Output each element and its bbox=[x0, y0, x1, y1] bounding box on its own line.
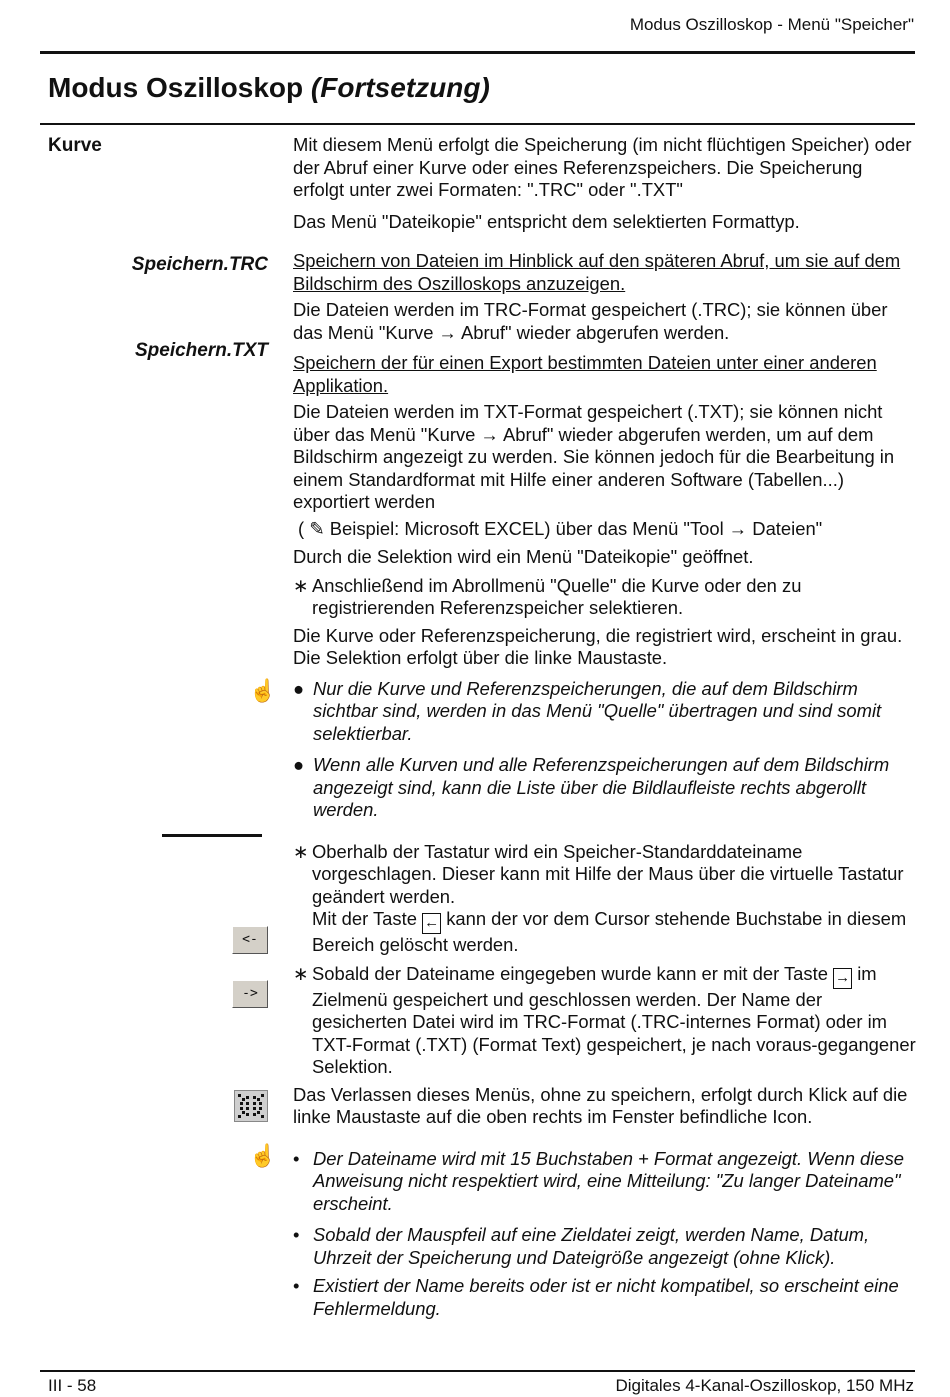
step-source: ∗ Anschließend im Abrollmenü "Quelle" die Kurve oder den zu registrierenden Referenzspeicher selektieren. bbox=[293, 574, 802, 618]
txt-text: Die Dateien werden im TXT-Format gespeichert (.TXT); sie können nicht über das Menü "Kurve → Abruf" wieder abgerufen werden, um auf dem Bildschirm angezeigt zu werden. Sie können jedoch für die Bearbeitung in einem Standardformat mit Hilfe einer anderen Software (Tabellen...) exportiert werden bbox=[293, 401, 895, 512]
selection-text: Durch die Selektion wird ein Menü "Dateikopie" geöffnet. bbox=[293, 546, 754, 567]
bullet-marker: • bbox=[293, 1147, 300, 1169]
separator-line bbox=[162, 834, 262, 837]
title-rule bbox=[40, 123, 915, 125]
step-save: ∗ Sobald der Dateiname eingegeben wurde kann er mit der Taste → im Zielmenü gespeichert und geschlossen werden. Der Name der gesicherten Datei wird im TRC-Format (.TRC-internes Format) oder im TXT-Format (.TXT) (Format Text) gespeichert, je nach voraus-gegangener Selektion. bbox=[293, 962, 916, 1077]
txt-heading: Speichern der für einen Export bestimmten Dateien unter einer anderen Applikation. bbox=[293, 352, 877, 396]
trc-text: Die Dateien werden im TRC-Format gespeichert (.TRC); sie können über das Menü "Kurve → Abruf" wieder abgerufen werden. bbox=[293, 299, 888, 343]
footer-rule bbox=[40, 1370, 915, 1372]
footer-title: Digitales 4-Kanal-Oszilloskop, 150 MHz bbox=[615, 1376, 914, 1395]
hand-pointer-icon: ☝ bbox=[249, 678, 277, 703]
grey-text: Die Kurve oder Referenzspeicherung, die registriert wird, erscheint in grau. Die Selektion erfolgt über die linke Maustaste. bbox=[293, 624, 903, 668]
example-text: ( ✎ Beispiel: Microsoft EXCEL) über das Menü "Tool → Dateien" bbox=[298, 517, 823, 539]
step-marker: ∗ bbox=[293, 962, 309, 984]
label-kurve: Kurve bbox=[48, 135, 102, 156]
label-speichern-trc: Speichern.TRC bbox=[131, 254, 268, 275]
step-filename: ∗ Oberhalb der Tastatur wird ein Speicher-Standarddateiname vorgeschlagen. Dieser kann mit Hilfe der Maus über die virtuelle Tastatur geändert werden. Mit der Taste ← kann der vor dem Cursor stehende Buchstabe in diesem Bereich gelöscht werden. bbox=[293, 840, 907, 955]
note-scroll: ● Wenn alle Kurven und alle Referenzspeicherungen auf dem Bildschirm angezeigt sind, kann die Liste über die Bildlaufleiste rechts abgerollt werden. bbox=[293, 754, 890, 820]
bullet-marker: • bbox=[293, 1224, 300, 1245]
intro-paragraph: Mit diesem Menü erfolgt die Speicherung (im nicht flüchtigen Speicher) oder der Abruf einer Kurve oder eines Referenzspeichers. Die Speicherung erfolgt unter zwei Formaten: ".TRC" oder ".TXT" bbox=[293, 134, 912, 200]
enter-key-icon: -> bbox=[232, 980, 268, 1008]
bullet-marker: ● bbox=[293, 754, 305, 775]
running-header: Modus Oszilloskop - Menü "Speicher" bbox=[629, 15, 914, 34]
note-hover: • Sobald der Mauspfeil auf eine Zieldatei zeigt, werden Name, Datum, Uhrzeit der Speicherung und Dateigröße angezeigt (ohne Klick). bbox=[293, 1224, 870, 1268]
backspace-key-icon: <- bbox=[232, 926, 268, 954]
close-window-icon bbox=[234, 1090, 268, 1122]
note-error: • Existiert der Name bereits oder ist er nicht kompatibel, so erscheint eine Fehlermeldung. bbox=[293, 1275, 899, 1319]
header-rule bbox=[40, 51, 915, 54]
body-text bbox=[293, 134, 918, 1320]
bullet-marker: • bbox=[293, 1275, 300, 1296]
page-title: Modus Oszilloskop (Fortsetzung) bbox=[48, 72, 490, 103]
bullet-marker: ● bbox=[293, 677, 305, 699]
step-marker: ∗ bbox=[293, 840, 309, 862]
note-visible: ● Nur die Kurve und Referenzspeicherungen, die auf dem Bildschirm sichtbar sind, werden in das Menü "Quelle" übertragen und sind somit selektierbar. bbox=[293, 677, 882, 744]
left-arrow-key: ← bbox=[422, 913, 441, 934]
note-length: • Der Dateiname wird mit 15 Buchstaben + Format angezeigt. Wenn diese Anweisung nicht respektiert wird, eine Mitteilung: "Zu langer Dateiname" erscheint. bbox=[293, 1147, 905, 1214]
label-speichern-txt: Speichern.TXT bbox=[134, 340, 268, 361]
format-paragraph: Das Menü "Dateikopie" entspricht dem selektierten Formattyp. bbox=[293, 210, 800, 232]
page-number: III - 58 bbox=[48, 1376, 97, 1395]
right-arrow-key: → bbox=[833, 968, 852, 989]
exit-text: Das Verlassen dieses Menüs, ohne zu speichern, erfolgt durch Klick auf die linke Maustaste auf die oben rechts im Fenster befindliche Icon. bbox=[293, 1083, 908, 1127]
step-marker: ∗ bbox=[293, 574, 309, 596]
hand-pointer-icon: ☝ bbox=[249, 1143, 277, 1168]
trc-heading: Speichern von Dateien im Hinblick auf den späteren Abruf, um sie auf dem Bildschirm des Oszilloskops anzuzeigen. bbox=[293, 250, 901, 294]
